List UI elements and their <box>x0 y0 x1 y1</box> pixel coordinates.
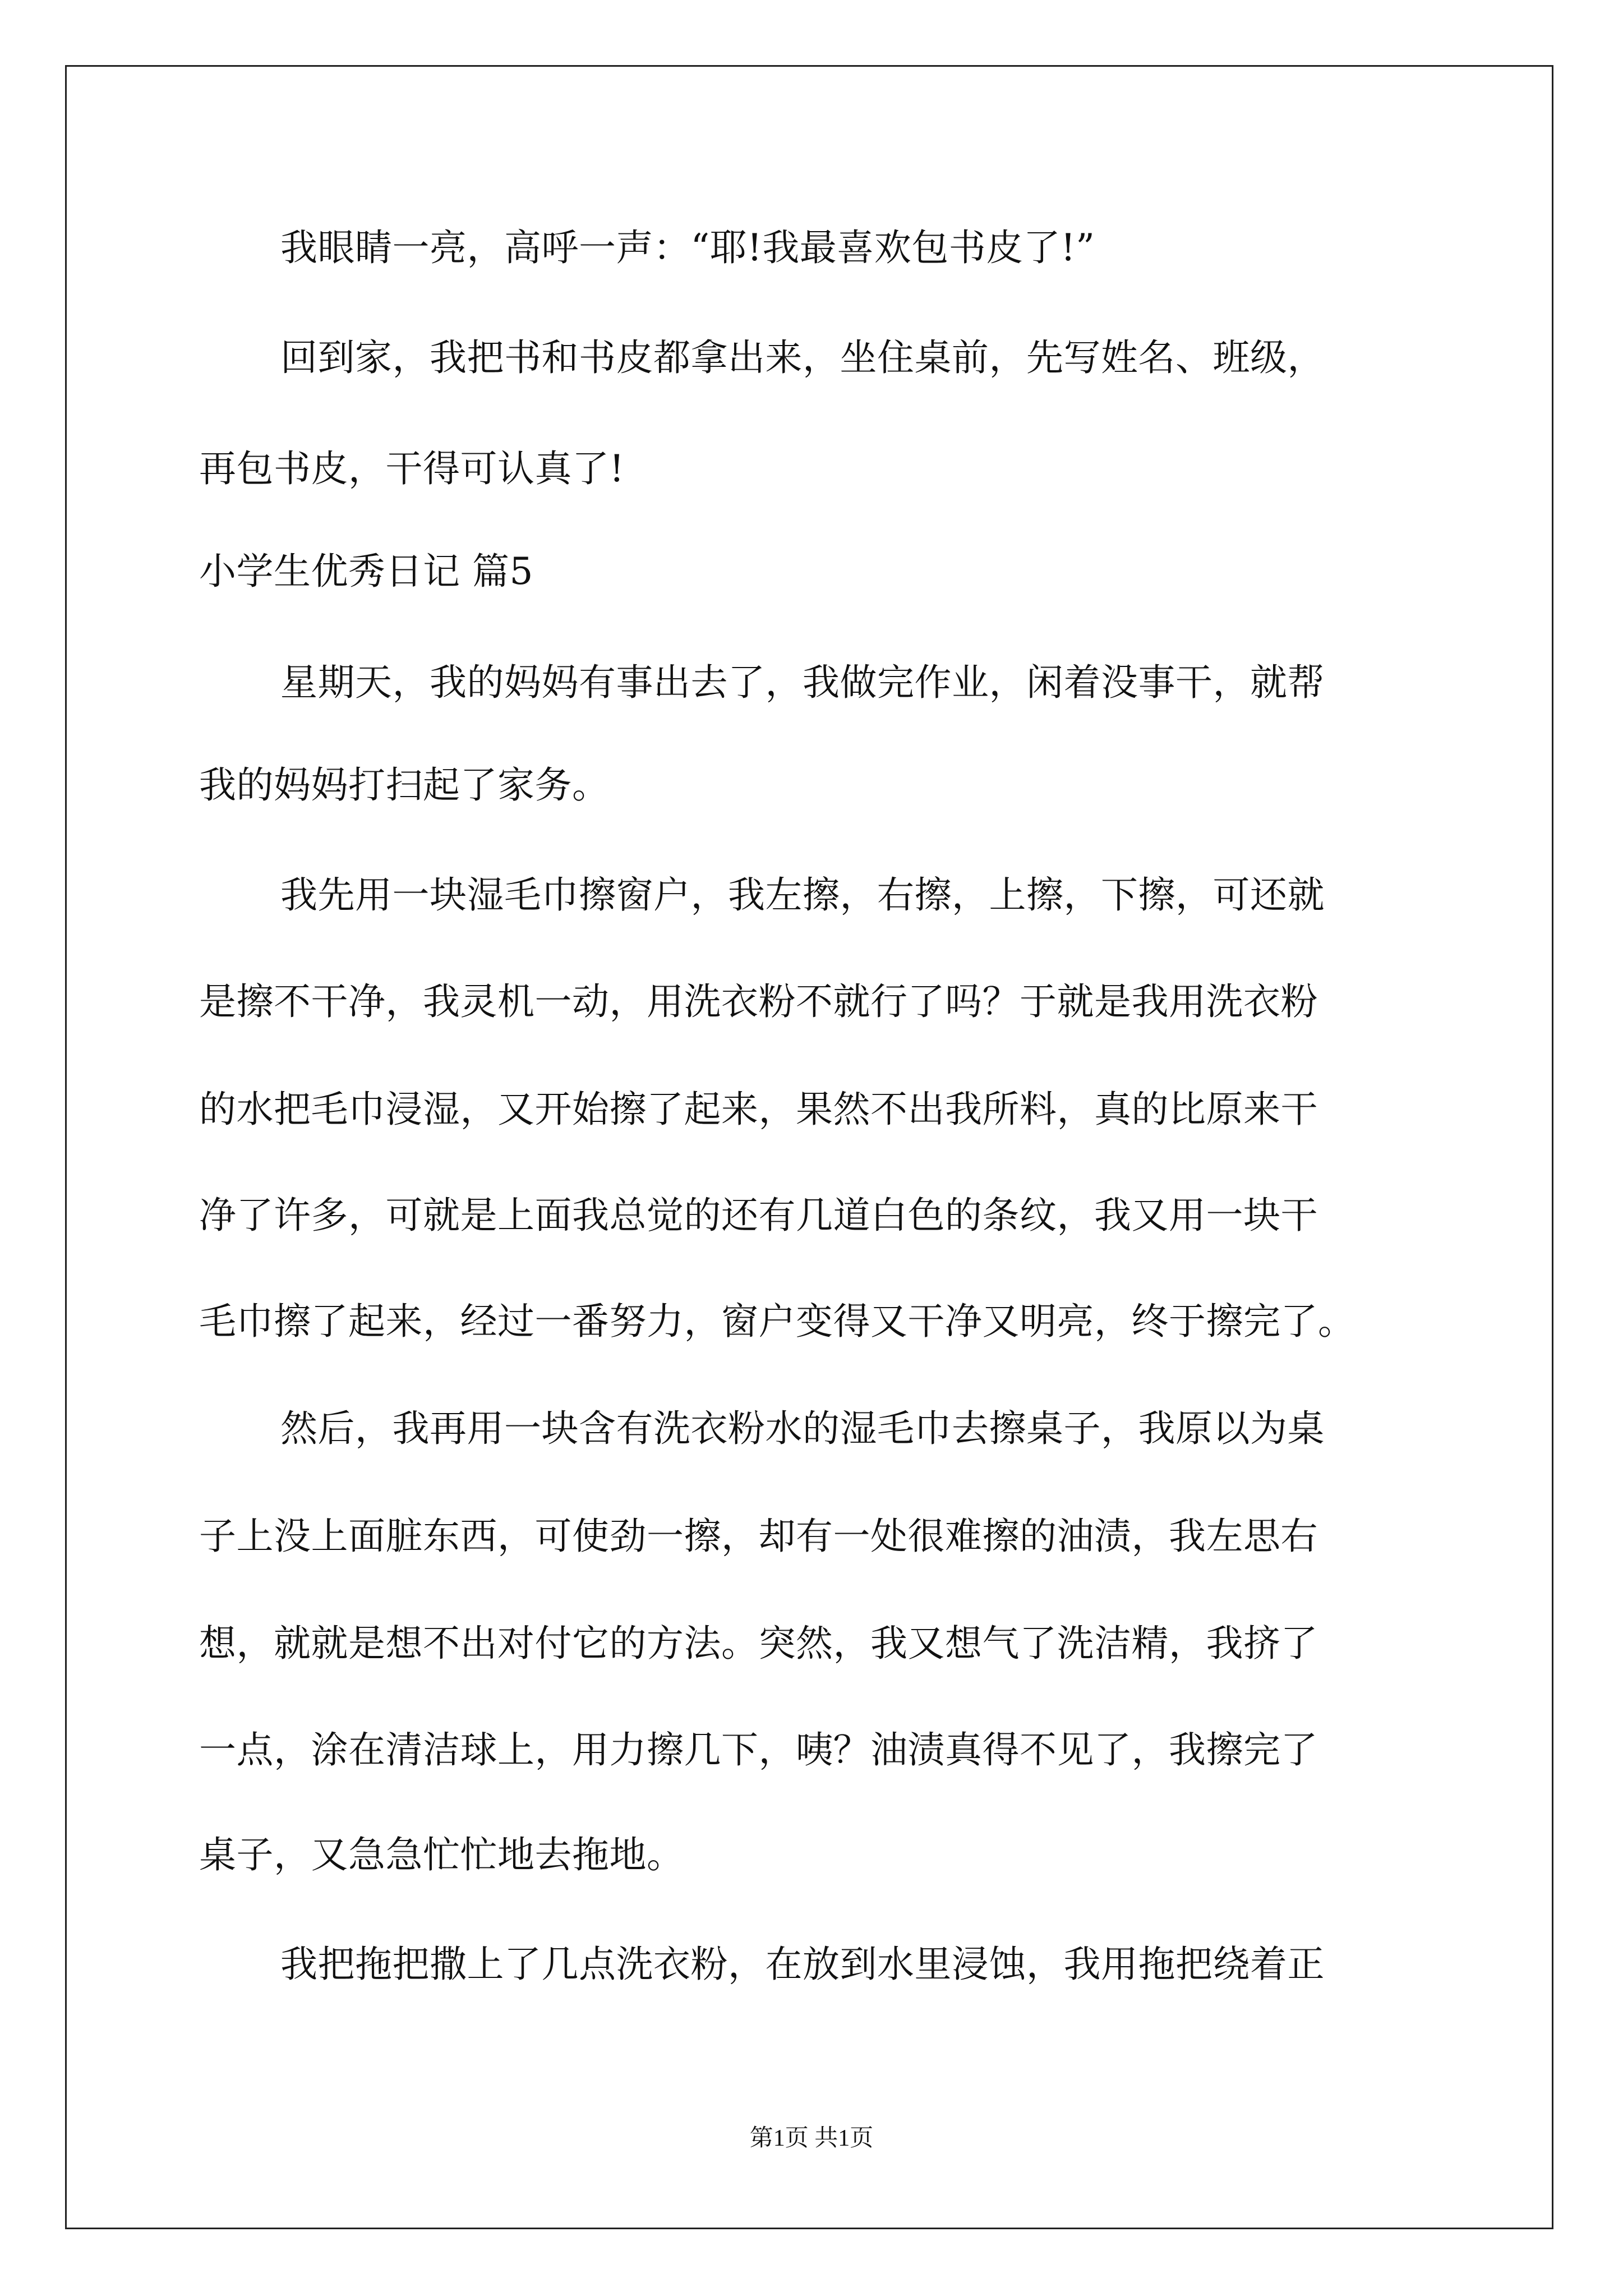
text-line: 我眼睛一亮，高呼一声：“耶!我最喜欢包书皮了!” <box>280 226 1095 269</box>
text-line: 想，就就是想不出对付它的方法。突然，我又想气了洗洁精，我挤了 <box>199 1622 1318 1665</box>
text-line: 净了许多，可就是上面我总觉的还有几道白色的条纹，我又用一块干 <box>199 1194 1318 1237</box>
text-line: 桌子，又急急忙忙地去拖地。 <box>199 1833 684 1876</box>
text-line: 一点，涂在清洁球上，用力擦几下，咦？油渍真得不见了，我擦完了 <box>199 1728 1318 1772</box>
text-line: 再包书皮，干得可认真了! <box>199 447 625 490</box>
text-line: 是擦不干净，我灵机一动，用洗衣粉不就行了吗？于就是我用洗衣粉 <box>199 980 1318 1023</box>
text-line: 毛巾擦了起来，经过一番努力，窗户变得又干净又明亮，终于擦完了。 <box>199 1300 1355 1343</box>
text-line: 我先用一块湿毛巾擦窗户，我左擦，右擦，上擦，下擦，可还就 <box>280 873 1325 917</box>
text-line: 我把拖把撒上了几点洗衣粉，在放到水里浸蚀，我用拖把绕着正 <box>280 1943 1325 1986</box>
page-number-footer: 第1页 共1页 <box>749 2125 874 2151</box>
text-line: 我的妈妈打扫起了家务。 <box>199 763 610 807</box>
text-line: 的水把毛巾浸湿，又开始擦了起来，果然不出我所料，真的比原来干 <box>199 1088 1318 1131</box>
page-border <box>65 65 1553 2229</box>
section-heading: 小学生优秀日记 篇5 <box>199 550 533 593</box>
text-line: 然后，我再用一块含有洗衣粉水的湿毛巾去擦桌子，我原以为桌 <box>280 1407 1325 1450</box>
text-line: 星期天，我的妈妈有事出去了，我做完作业，闲着没事干，就帮 <box>280 661 1325 704</box>
text-line: 子上没上面脏东西，可使劲一擦，却有一处很难擦的油渍，我左思右 <box>199 1515 1318 1558</box>
text-line: 回到家，我把书和书皮都拿出来，坐住桌前，先写姓名、班级， <box>280 336 1325 379</box>
